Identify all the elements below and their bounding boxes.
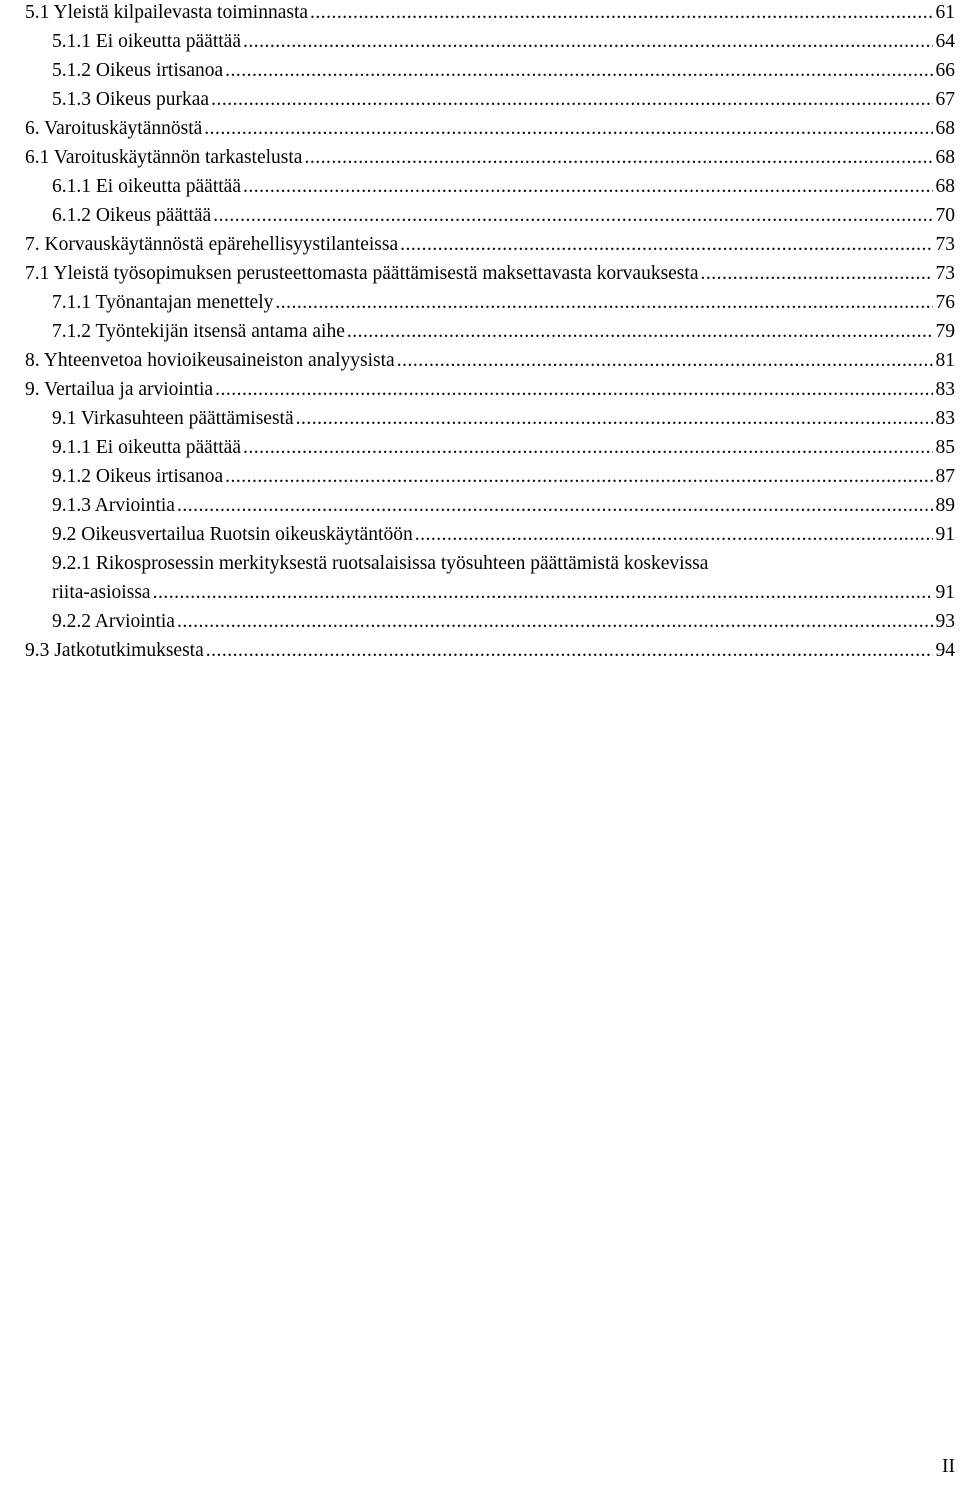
dot-leader	[225, 56, 932, 86]
toc-entry[interactable]	[0, 375, 960, 405]
toc-entry-title: 8. Yhteenvetoa hovioikeusaineiston analyysista	[25, 350, 395, 371]
dot-leader	[206, 636, 933, 666]
dot-leader	[177, 607, 933, 637]
toc-entry[interactable]	[0, 172, 960, 202]
page-number: II	[942, 1456, 955, 1477]
toc-entry-page: 64	[935, 31, 955, 52]
toc-entry-page: 93	[935, 611, 955, 632]
dot-leader	[310, 0, 932, 28]
toc-entry-page: 94	[935, 640, 955, 661]
toc-entry-page: 73	[935, 234, 955, 255]
dot-leader	[415, 520, 933, 550]
toc-entry[interactable]	[0, 433, 960, 463]
toc-entry-title: 9.1.3 Arviointia	[52, 495, 175, 516]
dot-leader	[243, 433, 933, 463]
toc-entry-title: 9.2.2 Arviointia	[52, 611, 175, 632]
toc-entry[interactable]	[0, 85, 960, 115]
dot-leader	[204, 114, 932, 144]
toc-entry-title-line1: 9.2.1 Rikosprosessin merkityksestä ruotsalaisissa työsuhteen päättämistä koskevissa	[52, 553, 709, 574]
toc-entry[interactable]	[0, 201, 960, 231]
toc-entry[interactable]	[0, 288, 960, 318]
toc-entry-title: 5.1.2 Oikeus irtisanoa	[52, 60, 224, 81]
toc-entry-title: 9.1 Virkasuhteen päättämisestä	[52, 408, 294, 429]
dot-leader	[243, 172, 933, 202]
toc-entry-page: 79	[935, 321, 955, 342]
toc-entry-page: 61	[935, 2, 955, 23]
toc-entry-title: 5.1.3 Oikeus purkaa	[52, 89, 210, 110]
toc-entry[interactable]	[0, 259, 960, 289]
toc-entry-page: 81	[935, 350, 955, 371]
dot-leader	[700, 259, 932, 289]
toc-entry[interactable]	[0, 0, 960, 28]
toc-entry[interactable]	[0, 549, 960, 608]
dot-leader	[211, 85, 932, 115]
dot-leader	[296, 404, 933, 434]
toc-entry-title: 9. Vertailua ja arviointia	[25, 379, 214, 400]
dot-leader	[400, 230, 932, 260]
toc-entry-title: 6.1.1 Ei oikeutta päättää	[52, 176, 241, 197]
dot-leader	[215, 375, 932, 405]
toc-entry-title: 6. Varoituskäytännöstä	[25, 118, 203, 139]
toc-entry-page: 91	[935, 524, 955, 545]
toc-entry-title: 7. Korvauskäytännöstä epärehellisyystilanteissa	[25, 234, 399, 255]
toc-entry-title: 9.1.2 Oikeus irtisanoa	[52, 466, 224, 487]
toc-entry-page: 91	[935, 582, 955, 603]
toc-entry-title: 9.2 Oikeusvertailua Ruotsin oikeuskäytäntöön	[52, 524, 413, 545]
toc-entry[interactable]	[0, 143, 960, 173]
toc-entry-page: 70	[935, 205, 955, 226]
toc-entry[interactable]	[0, 56, 960, 86]
toc-entry-title: 6.1 Varoituskäytännön tarkastelusta	[25, 147, 303, 168]
dot-leader	[275, 288, 932, 318]
toc-entry-page: 68	[935, 176, 955, 197]
toc-entry-title: 5.1.1 Ei oikeutta päättää	[52, 31, 241, 52]
toc-entry-title: riita-asioissa	[52, 582, 151, 603]
toc-entry[interactable]	[0, 346, 960, 376]
toc-entry[interactable]	[0, 520, 960, 550]
toc-entry-page: 73	[935, 263, 955, 284]
toc-entry-title: 9.1.1 Ei oikeutta päättää	[52, 437, 241, 458]
toc-entry-title: 7.1.1 Työnantajan menettely	[52, 292, 274, 313]
toc-entry[interactable]	[0, 607, 960, 637]
toc-entry[interactable]	[0, 491, 960, 521]
toc-entry-page: 85	[935, 437, 955, 458]
toc-entry-title: 5.1 Yleistä kilpailevasta toiminnasta	[25, 2, 309, 23]
dot-leader	[177, 491, 933, 521]
toc-entry-title: 7.1.2 Työntekijän itsensä antama aihe	[52, 321, 345, 342]
dot-leader	[153, 578, 933, 608]
dot-leader	[225, 462, 932, 492]
toc-entry-page: 67	[935, 89, 955, 110]
toc-entry[interactable]	[0, 317, 960, 347]
toc-entry-page: 87	[935, 466, 955, 487]
toc-entry-title: 7.1 Yleistä työsopimuksen perusteettomasta päättämisestä maksettavasta korvauksesta	[25, 263, 699, 284]
toc-entry-page: 66	[935, 60, 955, 81]
toc-entry-page: 83	[935, 379, 955, 400]
dot-leader	[304, 143, 932, 173]
dot-leader	[213, 201, 932, 231]
toc-entry[interactable]	[0, 230, 960, 260]
toc-entry-title: 9.3 Jatkotutkimuksesta	[25, 640, 204, 661]
toc-entry-page: 68	[935, 147, 955, 168]
toc-entry-page: 76	[935, 292, 955, 313]
toc-entry[interactable]	[0, 27, 960, 57]
toc-entry[interactable]	[0, 114, 960, 144]
toc-entry-page: 68	[935, 118, 955, 139]
dot-leader	[347, 317, 933, 347]
toc-entry[interactable]	[0, 462, 960, 492]
toc-entry-page: 83	[935, 408, 955, 429]
toc-entry[interactable]	[0, 404, 960, 434]
toc-entry-page: 89	[935, 495, 955, 516]
dot-leader	[243, 27, 933, 57]
toc-entry-title: 6.1.2 Oikeus päättää	[52, 205, 212, 226]
toc-entry[interactable]	[0, 636, 960, 666]
dot-leader	[397, 346, 933, 376]
